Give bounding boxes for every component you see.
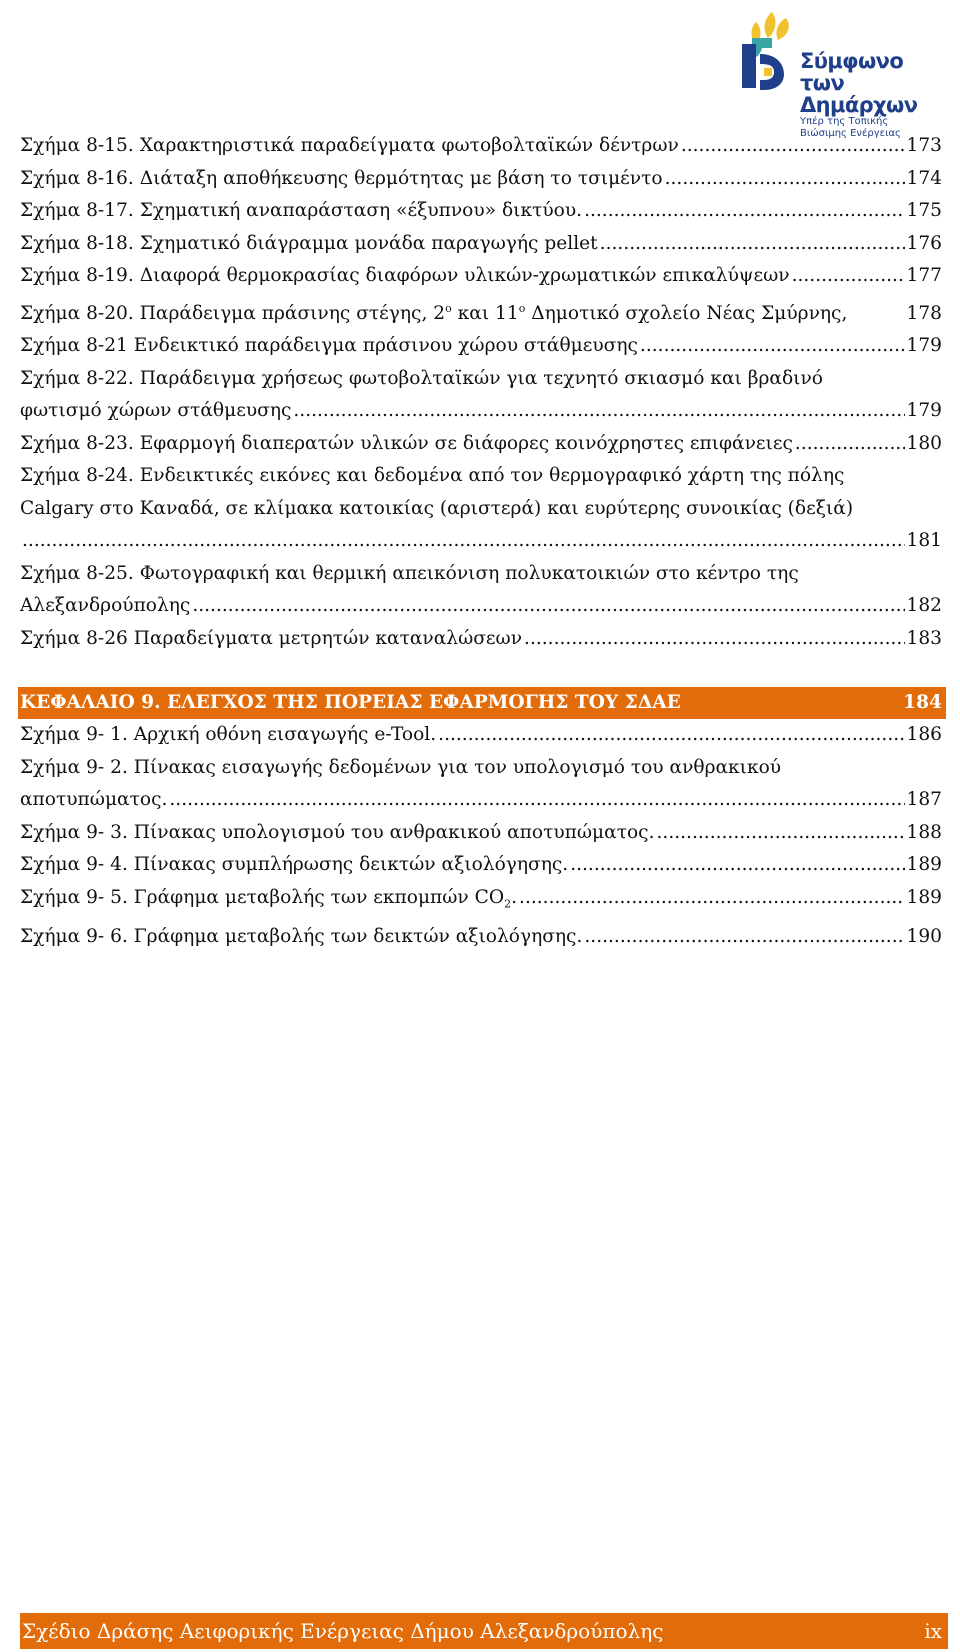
- toc-leader: [792, 260, 905, 293]
- toc-entry-8-20[interactable]: [20, 293, 942, 331]
- section-spacer: [20, 655, 942, 687]
- toc-leader: [192, 590, 904, 623]
- toc-page-number: 190: [906, 925, 942, 947]
- covenant-of-mayors-logo: [734, 8, 934, 139]
- toc-leader: [22, 525, 905, 558]
- toc-entry-8-25[interactable]: [20, 558, 942, 623]
- toc-leader: [657, 817, 905, 850]
- chapter-page-number: 184: [903, 692, 942, 714]
- toc-entry-text: Σχήμα 8-26 Παραδείγματα μετρητών καταναλώσεων: [20, 627, 523, 649]
- toc-text-part: και 11: [451, 302, 519, 324]
- toc-entry-text: Σχήμα 8-18. Σχηματικό διάγραμμα μονάδα παραγωγής pellet: [20, 232, 598, 254]
- toc-entry-text: Σχήμα 9- 6. Γράφημα μεταβολής των δεικτών αξιολόγησης.: [20, 925, 583, 947]
- toc-text-part: Σχήμα 9- 5. Γράφημα μεταβολής των εκπομπών CO: [20, 886, 505, 908]
- toc-entry-8-23[interactable]: [20, 428, 942, 461]
- toc-leader: [519, 882, 904, 915]
- toc-entry-text: Σχήμα 8-21 Ενδεικτικό παράδειγμα πράσινου χώρου στάθμευσης: [20, 335, 638, 357]
- toc-text-part: Σχήμα 8-20. Παράδειγμα πράσινης στέγης, 2: [20, 302, 446, 324]
- toc-page-number: 173: [906, 135, 942, 156]
- table-of-figures: [20, 130, 942, 953]
- toc-entry-text: [20, 882, 517, 921]
- toc-page-number: 189: [906, 886, 942, 908]
- toc-entry-9-5[interactable]: [20, 882, 942, 921]
- toc-entry-8-17[interactable]: [20, 195, 942, 228]
- toc-leader: [169, 784, 904, 817]
- toc-text-part: .: [511, 886, 518, 908]
- toc-entry-9-1[interactable]: [20, 719, 942, 752]
- toc-entry-text: Σχήμα 8-17. Σχηματική αναπαράσταση «έξυπνου» δικτύου.: [20, 200, 583, 221]
- toc-leader: [665, 163, 905, 196]
- toc-page-number: 179: [906, 335, 942, 357]
- toc-entry-9-4[interactable]: [20, 849, 942, 882]
- toc-page-number: 188: [906, 821, 942, 843]
- chapter-title: ΚΕΦΑΛΑΙΟ 9. ΕΛΕΓΧΟΣ ΤΗΣ ΠΟΡΕΙΑΣ ΕΦΑΡΜΟΓΗΣ ΤΟΥ ΣΔΑΕ: [20, 692, 681, 714]
- subscript: 2: [504, 897, 512, 911]
- toc-page-number: 178: [906, 302, 942, 324]
- toc-page-number: 183: [906, 627, 942, 649]
- toc-entry-8-26[interactable]: [20, 623, 942, 656]
- toc-entry-text: Σχήμα 9- 1. Αρχική οθόνη εισαγωγής e-Tool.: [20, 724, 437, 746]
- toc-entry-text-line-1: Σχήμα 9- 2. Πίνακας εισαγωγής δεδομένων για τον υπολογισμό του ανθρακικού: [20, 756, 782, 778]
- toc-page-number: 186: [906, 724, 942, 746]
- toc-entry-9-6[interactable]: [20, 921, 942, 954]
- logo-line-3: Υπέρ της Τοπικής: [800, 116, 889, 127]
- toc-leader: [438, 719, 904, 752]
- toc-entry-9-3[interactable]: [20, 817, 942, 850]
- ordinal-superscript: ο: [518, 301, 526, 315]
- toc-leader: [584, 921, 904, 954]
- toc-leader: [570, 849, 904, 882]
- toc-entry-text: Σχήμα 9- 4. Πίνακας συμπλήρωσης δεικτών αξιολόγησης.: [20, 854, 569, 876]
- toc-leader: [681, 130, 905, 163]
- toc-page-number: 187: [906, 789, 942, 811]
- toc-entry-text: Σχήμα 9- 3. Πίνακας υπολογισμού του ανθρακικού αποτυπώματος.: [20, 821, 655, 843]
- footer-page-number: ix: [924, 1619, 942, 1643]
- toc-page-number: 180: [906, 432, 942, 454]
- toc-entry-8-18[interactable]: [20, 228, 942, 261]
- toc-text-part: Δημοτικό σχολείο Νέας Σμύρνης,: [525, 302, 848, 324]
- toc-entry-text: [20, 293, 847, 331]
- toc-entry-text-line-1: Σχήμα 8-25. Φωτογραφική και θερμική απεικόνιση πολυκατοικιών στο κέντρο της: [20, 562, 799, 584]
- toc-entry-text: Σχήμα 8-19. Διαφορά θερμοκρασίας διαφόρων υλικών-χρωματικών επικαλύψεων: [20, 265, 790, 286]
- toc-entry-text: Σχήμα 8-16. Διάταξη αποθήκευσης θερμότητας με βάση το τσιμέντο: [20, 167, 663, 189]
- toc-leader: [600, 228, 905, 261]
- toc-entry-text: αποτυπώματος.: [20, 789, 168, 811]
- toc-entry-text-line-2: Calgary στο Καναδά, σε κλίμακα κατοικίας (αριστερά) και ευρύτερης συνοικίας (δεξιά): [20, 497, 854, 519]
- toc-leader: [640, 330, 905, 363]
- logo-line-1: Σύμφωνο: [800, 49, 904, 73]
- logo-line-2: των Δημάρχων: [800, 71, 918, 117]
- toc-page-number: 175: [906, 200, 942, 221]
- toc-entry-8-24[interactable]: [20, 460, 942, 558]
- footer-title: Σχέδιο Δράσης Αειφορικής Ενέργειας Δήμου Αλεξανδρούπολης: [22, 1619, 664, 1643]
- toc-page-number: 182: [906, 595, 942, 617]
- toc-entry-text: φωτισμό χώρων στάθμευσης: [20, 400, 292, 422]
- toc-entry-text: Σχήμα 8-23. Εφαρμογή διαπερατών υλικών σε διάφορες κοινόχρηστες επιφάνειες: [20, 432, 793, 454]
- toc-entry-9-2[interactable]: [20, 752, 942, 817]
- logo-line-4: Βιώσιμης Ενέργειας: [800, 128, 901, 139]
- toc-page-number: 179: [906, 400, 942, 422]
- ordinal-superscript: ο: [445, 301, 452, 315]
- toc-entry-8-16[interactable]: [20, 163, 942, 196]
- toc-entry-text-line-1: Σχήμα 8-24. Ενδεικτικές εικόνες και δεδομένα από τον θερμογραφικό χάρτη της πόλης: [20, 465, 845, 487]
- page-footer: [20, 1613, 948, 1649]
- toc-entry-8-21[interactable]: [20, 330, 942, 363]
- toc-page-number: 189: [906, 854, 942, 876]
- toc-entry-8-15[interactable]: [20, 130, 942, 163]
- toc-entry-text-line-1: Σχήμα 8-22. Παράδειγμα χρήσεως φωτοβολταϊκών για τεχνητό σκιασμό και βραδινό: [20, 367, 823, 389]
- logo-text: [800, 50, 934, 140]
- chapter-9-heading[interactable]: [18, 687, 946, 719]
- logo-mark-icon: [734, 8, 804, 98]
- toc-leader: [584, 195, 904, 228]
- toc-leader: [795, 428, 905, 461]
- toc-leader: [293, 395, 904, 428]
- toc-entry-text: Αλεξανδρούπολης: [20, 595, 191, 617]
- toc-entry-8-19[interactable]: [20, 260, 942, 293]
- toc-entry-8-22[interactable]: [20, 363, 942, 428]
- toc-page-number: 174: [906, 167, 942, 189]
- toc-entry-text: Σχήμα 8-15. Χαρακτηριστικά παραδείγματα φωτοβολταϊκών δέντρων: [20, 135, 679, 156]
- toc-page-number: 176: [906, 232, 942, 254]
- toc-leader: [524, 623, 904, 656]
- toc-page-number: 177: [906, 265, 942, 286]
- toc-page-number: 181: [906, 530, 942, 552]
